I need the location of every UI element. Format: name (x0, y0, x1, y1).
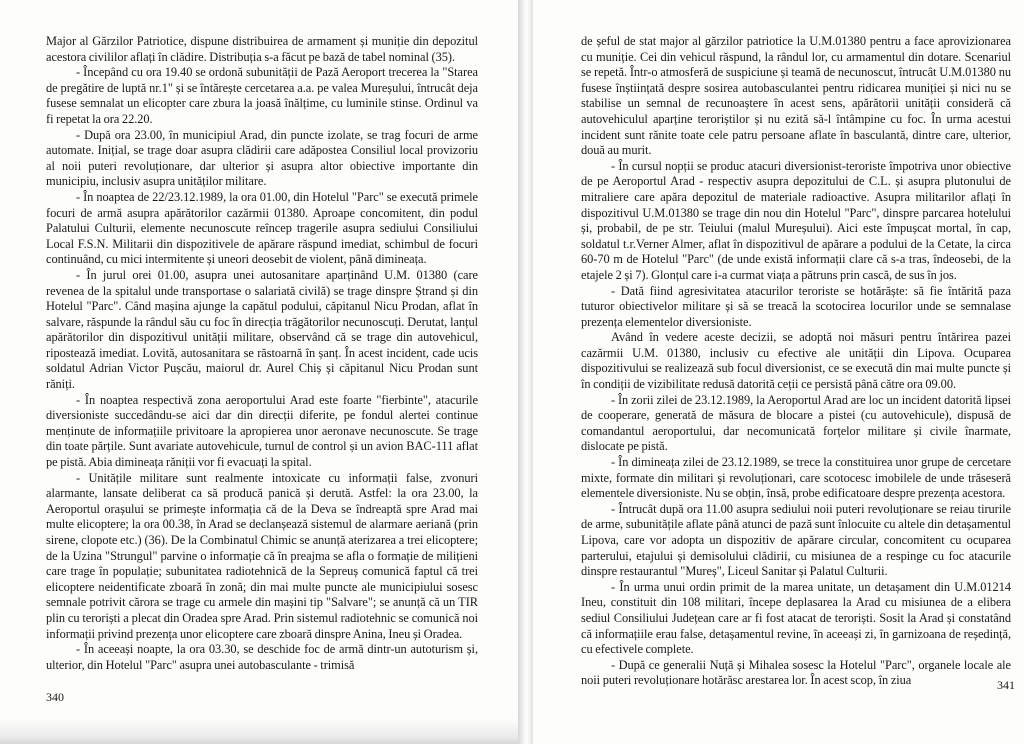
paragraph: - Întrucât după ora 11.00 asupra sediului noii puteri revoluționare se reiau tirurile de arme, subunitățile aflate până atunci de pază sunt înlocuite cu altele din detașamentul Lipova, care vor adopta un dispozitiv de apărare circular, concomitent cu ocuparea parterului, etajului și demisolului clădirii, cu misiunea de a respinge cu foc atacurile dinspre restaurantul "Mureș", Liceul Sanitar și Palatul Culturii. (581, 501, 1011, 579)
paragraph: - Unitățile militare sunt realmente intoxicate cu informații false, zvonuri alarmante, lansate deliberat ca să producă panică și derută. Astfel: la ora 23.00, la Aeroportul orașului se primește informația că de la Deva se îndreaptă spre Arad mai multe elicoptere; la ora 00.38, în Arad se declanșează sistemul de alarmare aeriană (prin sirene, clopote etc.) (36). De la Combinatul Chimic se anunță aterizarea a trei elicoptere; de la Uzina "Strungul" parvine o informație că în preajma se afla o formație de milițieni care trage în populație; subunitatea radiotehnică de la Sepreuș comunică faptul că trei elicoptere neidentificate zboară în zonă; din mai multe puncte ale municipiului sosesc semnale potrivit cărora se trage cu armele din mașini tip "Salvare"; se anunță că un TIR plin cu teroriști a plecat din Oradea spre Arad. Prin sistemul radiotehnic se comunică noi informații privind prezența unor elicoptere care zboară dinspre Anina, Ineu și Oradea. (46, 470, 478, 641)
paragraph: de șeful de stat major al gărzilor patriotice la U.M.01380 pentru a face aprovizionarea cu muniție. Cei din vehicul răspund, la rândul lor, cu armamentul din dotare. Scenariul se repetă. Într-o atmosferă de suspiciune și teamă de necunoscut, întrucât U.M.01380 nu fusese înștiințată despre sosirea autobasculantei pentru ridicarea muniției și nici nu se stabilise un semnal de recunoaștere în acest sens, apărătorii unității consideră că autovehiculul aparține teroriștilor și nu ezită să-l întâmpine cu foc. În urma acestui incident sunt rănite toate cele patru persoane aflate în basculantă, dintre care, ulterior, două au murit. (581, 34, 1011, 158)
paragraph: - Începând cu ora 19.40 se ordonă subunității de Pază Aeroport trecerea la "Starea de pregătire de luptă nr.1" și se întărește cercetarea a.a. pe valea Mureșului, întrucât deja fusese semnalat un elicopter care zbura la joasă înălțime, cu luminile stinse. Ordinul va fi repetat la ora 22.20. (46, 65, 478, 126)
paragraph: - În jurul orei 01.00, asupra unei autosanitare aparținând U.M. 01380 (care revenea de la spitalul unde transportase o salariată civilă) se trage dinspre Ștrand și din Hotelul "Parc". Când mașina ajunge la capătul podului, căpitanul Nicu Prodan, aflat în salvare, răspunde la rândul său cu foc în direcția trăgătorilor necunoscuți. Derutat, lanțul apărătorilor din dispozitivul unității militare, observând că se trage din autovehicul, ripostează imediat. Lovită, autosanitara se răstoarnă în șanț. În acest incident, cade ucis soldatul Adrian Victor Pușcău, maiorul dr. Aurel Chiș și căpitanul Nicu Prodan sunt răniți. (46, 267, 478, 392)
paragraph: - În noaptea respectivă zona aeroportului Arad este foarte "fierbinte", atacurile diversioniste succedându-se aici dar din direcții diferite, pe fondul alertei continue menținute de informațiile privitoare la apropierea unor aeronave necunoscute. Se trage din toate părțile. Sunt avariate autovehicule, turnul de control și un avion BAC-111 aflat pe pistă. Abia dimineața răniții vor fi evacuați la spital. (46, 392, 478, 470)
paragraph: - În dimineața zilei de 23.12.1989, se trece la constituirea unor grupe de cercetare mixte, formate din militari și revoluționari, care scotocesc imobilele de unde trăseseră elementele diversioniste. Nu se obțin, însă, probe edificatoare despre prezența acestora. (581, 455, 1011, 501)
paragraph: Major al Gărzilor Patriotice, dispune distribuirea de armament și muniție din depozitul acestora civililor aflați în clădire. Distribuția s-a făcut pe bază de tabel nominal (35). (46, 34, 478, 64)
page-edge-shadow (0, 718, 518, 744)
paragraph: - Dată fiind agresivitatea atacurilor teroriste se hotărăște: să fie întărită paza tuturor obiectivelor militare și să se treacă la scotocirea locurilor unde se semnalase prezența elementelor diversioniste. (581, 283, 1011, 329)
right-page (533, 0, 1024, 744)
paragraph: - În zorii zilei de 23.12.1989, la Aeroportul Arad are loc un incident datorită lipsei de cooperare, generată de măsura de blocare a pistei (cu autovehicule), dispusă de comandantul aeroportului, dar necomunicată forțelor militare și civile înarmate, dislocate pe pistă. (581, 392, 1011, 454)
paragraph: - În noaptea de 22/23.12.1989, la ora 01.00, din Hotelul "Parc" se execută primele focuri de armă asupra apărătorilor cazărmii 01380. Aproape concomitent, din podul Palatului Culturii, elemente necunoscute reîncep tragerile asupra sediului Consiliului Local F.S.N. Militarii din dispozitivele de apărare răspund imediat, schimbul de focuri continuând, cu mici intermitente și uneori deosebit de violent, până dimineața. (46, 189, 478, 267)
paragraph: - În aceeași noapte, la ora 03.30, se deschide foc de armă dintr-un autoturism și, ulterior, din Hotelul "Parc" asupra unei autobasculante - trimisă (46, 642, 478, 672)
paragraph: - În cursul nopții se produc atacuri diversionist-teroriste împotriva unor obiective de pe Aeroportul Arad - respectiv asupra depozitului de C.L. și asupra plutonului de mitraliere care apăra depozitul de materiale radioactive. Asupra militarilor aflați în dispozitivul U.M.01380 se trage din nou din Hotelul "Parc", dinspre parcarea hotelului și, probabil, de pe str. Teiului (malul Mureșului). Aici este împușcat mortal, în cap, soldatul t.r.Verner Almer, aflat în dispozitivul de apărare a podului de la Cetate, la circa 60-70 m de Hotelul "Parc" (de unde există informații clare că s-a tras, îndeosebi, de la etajele 2 și 7). Glonțul care i-a curmat viața a pătruns prin cască, de sus în jos. (581, 158, 1011, 282)
page-number: 340 (46, 690, 64, 704)
paragraph: - După ce generalii Nuță și Mihalea sosesc la Hotelul "Parc", organele locale ale noii puteri revoluționare hotărăsc arestarea lor. În acest scop, în ziua (581, 657, 1011, 688)
left-page-body (46, 34, 478, 673)
page-number: 341 (997, 678, 1015, 692)
paragraph: Având în vedere aceste decizii, se adoptă noi măsuri pentru întărirea pazei cazărmii U.M. 01380, inclusiv cu efective ale unității din Lipova. Ocuparea dispozitivului se realizează sub focul diversionist, ce se execută din mai multe puncte și în condiții de vizibilitate redusă datorită ceții ce persistă până către ora 09.00. (581, 330, 1011, 392)
paragraph: - În urma unui ordin primit de la marea unitate, un detașament din U.M.01214 Ineu, constituit din 108 militari, începe deplasarea la Arad cu misiunea de a elibera sediul Consiliului Județean care ar fi fost atacat de teroriști. Sosit la Arad și constatând că informațiile erau false, detașamentul revine, în aceeași zi, în garnizoana de reședință, cu efectivele complete. (581, 579, 1011, 657)
paragraph: - După ora 23.00, în municipiul Arad, din puncte izolate, se trag focuri de arme automate. Inițial, se trage doar asupra clădirii care adăpostea Consiliul local provizoriu al noii puteri revoluționare, dar ulterior și asupra altor obiective importante din municipiu, inclusiv asupra unităților militare. (46, 127, 478, 189)
book-gutter (518, 0, 533, 744)
right-page-body (581, 34, 1011, 689)
